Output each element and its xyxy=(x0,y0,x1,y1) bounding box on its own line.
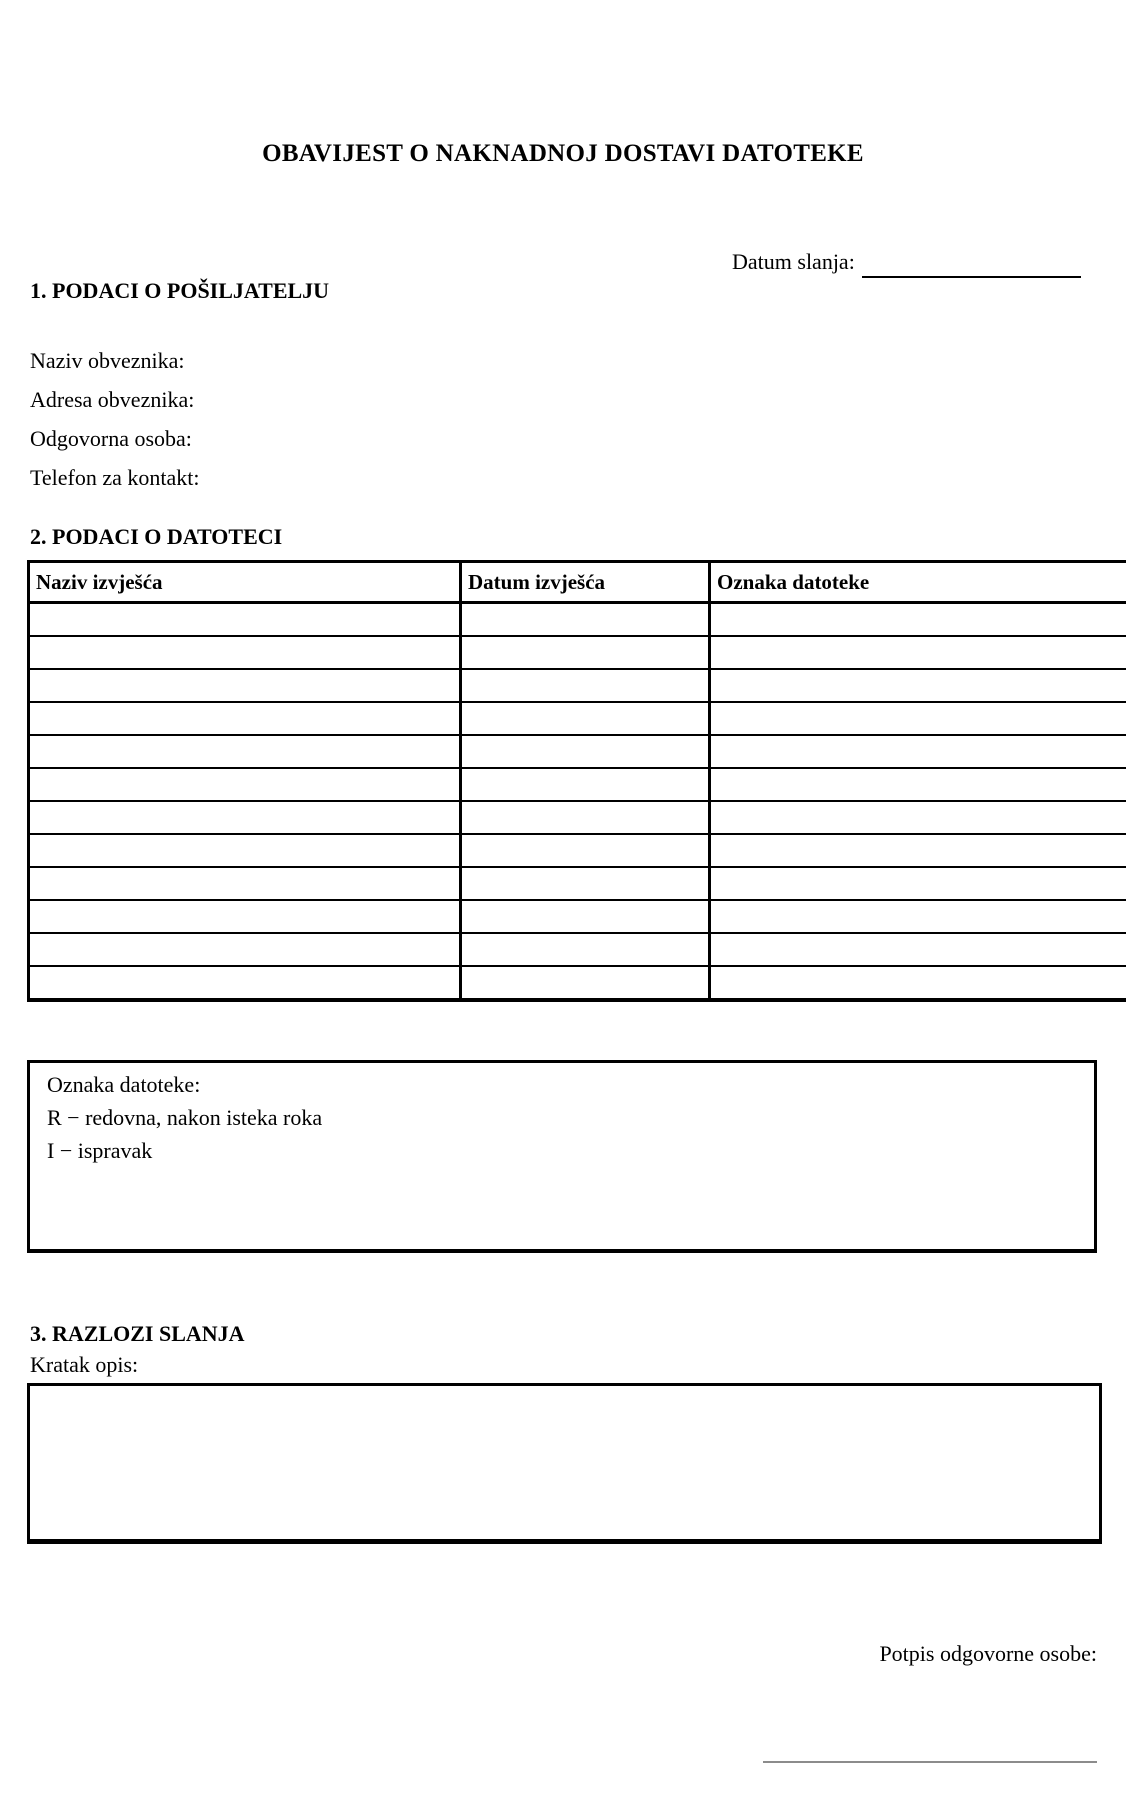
table-row xyxy=(29,768,1126,801)
table-cell[interactable] xyxy=(461,735,710,768)
table-cell[interactable] xyxy=(461,768,710,801)
table-cell[interactable] xyxy=(461,966,710,1000)
field-label-odgovorna-osoba: Odgovorna osoba: xyxy=(30,426,192,451)
table-cell[interactable] xyxy=(710,966,1126,1000)
table-cell[interactable] xyxy=(710,702,1126,735)
date-label: Datum slanja: xyxy=(732,249,855,274)
table-cell[interactable] xyxy=(29,867,461,900)
table-cell[interactable] xyxy=(29,735,461,768)
signature-label: Potpis odgovorne osobe: xyxy=(879,1641,1097,1666)
date-field xyxy=(732,246,1081,278)
table-row xyxy=(29,933,1126,966)
legend-item-ispravak: I − ispravak xyxy=(47,1138,153,1163)
table-row xyxy=(29,669,1126,702)
table-cell[interactable] xyxy=(29,933,461,966)
table-cell[interactable] xyxy=(29,669,461,702)
table-row xyxy=(29,900,1126,933)
table-cell[interactable] xyxy=(29,636,461,669)
column-header-oznaka-datoteke: Oznaka datoteke xyxy=(710,562,1126,603)
legend-title: Oznaka datoteke: xyxy=(47,1072,201,1097)
file-table xyxy=(27,560,1126,1002)
field-label-naziv-obveznika: Naziv obveznika: xyxy=(30,348,185,373)
column-header-naziv-izvjesca: Naziv izvješća xyxy=(29,562,461,603)
table-cell[interactable] xyxy=(29,900,461,933)
table-cell[interactable] xyxy=(710,801,1126,834)
file-table-body xyxy=(29,603,1126,1001)
table-cell[interactable] xyxy=(710,834,1126,867)
document-title: OBAVIJEST O NAKNADNOJ DOSTAVI DATOTEKE xyxy=(262,140,864,167)
file-code-legend xyxy=(27,1060,1097,1253)
field-label-telefon-za-kontakt: Telefon za kontakt: xyxy=(30,465,200,490)
section2-heading: 2. PODACI O DATOTECI xyxy=(30,524,283,549)
table-cell[interactable] xyxy=(710,933,1126,966)
table-cell[interactable] xyxy=(710,735,1126,768)
table-row xyxy=(29,966,1126,1000)
table-row xyxy=(29,603,1126,637)
table-row xyxy=(29,735,1126,768)
table-row xyxy=(29,801,1126,834)
column-header-datum-izvjesca: Datum izvješća xyxy=(461,562,710,603)
kratak-opis-label: Kratak opis: xyxy=(30,1352,139,1377)
table-cell[interactable] xyxy=(710,669,1126,702)
description-box[interactable] xyxy=(27,1383,1102,1544)
table-cell[interactable] xyxy=(710,768,1126,801)
section3-heading: 3. RAZLOZI SLANJA xyxy=(30,1321,245,1346)
field-label-adresa-obveznika: Adresa obveznika: xyxy=(30,387,195,412)
table-cell[interactable] xyxy=(29,768,461,801)
table-cell[interactable] xyxy=(461,636,710,669)
table-cell[interactable] xyxy=(29,834,461,867)
table-cell[interactable] xyxy=(461,669,710,702)
table-cell[interactable] xyxy=(710,867,1126,900)
table-cell[interactable] xyxy=(461,834,710,867)
table-cell[interactable] xyxy=(461,801,710,834)
table-cell[interactable] xyxy=(461,933,710,966)
header-row xyxy=(29,562,1126,603)
table-row xyxy=(29,636,1126,669)
file-table-header xyxy=(29,562,1126,603)
date-input-line[interactable] xyxy=(862,252,1081,278)
table-cell[interactable] xyxy=(710,603,1126,637)
table-cell[interactable] xyxy=(29,966,461,1000)
table-cell[interactable] xyxy=(710,636,1126,669)
table-cell[interactable] xyxy=(29,603,461,637)
table-row xyxy=(29,867,1126,900)
table-row xyxy=(29,834,1126,867)
table-cell[interactable] xyxy=(29,801,461,834)
table-row xyxy=(29,702,1126,735)
table-cell[interactable] xyxy=(710,900,1126,933)
table-cell[interactable] xyxy=(461,867,710,900)
signature-line[interactable] xyxy=(763,1761,1097,1763)
sender-fields xyxy=(30,341,200,497)
table-cell[interactable] xyxy=(461,702,710,735)
table-cell[interactable] xyxy=(461,603,710,637)
section1-heading: 1. PODACI O POŠILJATELJU xyxy=(30,278,330,303)
legend-item-redovna: R − redovna, nakon isteka roka xyxy=(47,1105,323,1130)
table-cell[interactable] xyxy=(461,900,710,933)
table-cell[interactable] xyxy=(29,702,461,735)
